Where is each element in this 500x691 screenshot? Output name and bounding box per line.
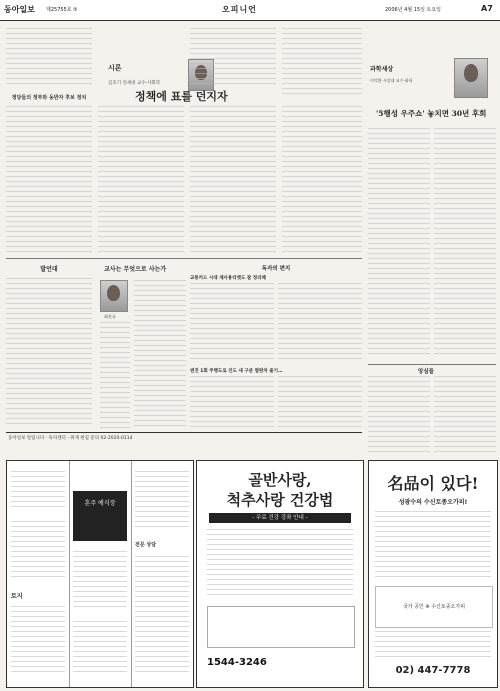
editorial-text <box>6 28 92 88</box>
yangsim-body-2 <box>434 376 496 456</box>
health-ad <box>196 460 364 688</box>
editorial-body-3 <box>190 106 276 256</box>
balun-tag: 발언대 <box>40 266 58 273</box>
ogapi-ad-phone: 02) 447-7778 <box>395 665 471 676</box>
science-tag: 과학세상 <box>370 66 394 73</box>
divider <box>6 258 362 259</box>
footer-info: 동아일보 알립니다 · 독자센터 · 취재 편집 문의 02-2020-0114 <box>8 436 133 441</box>
science-author: 이덕환 서강대 교수·화학 <box>370 78 413 83</box>
balun-title: 교사는 무엇으로 사는가 <box>104 266 167 273</box>
science-author-photo <box>454 58 488 98</box>
science-column-box <box>368 28 496 123</box>
page-header <box>0 0 500 21</box>
date: 2006년 4월 15일 토요일 <box>385 7 442 13</box>
ogapi-ad <box>368 460 498 688</box>
science-title: '5행성 우주쇼' 놓치면 30년 후회 <box>376 109 487 118</box>
health-ad-line1: 골반사랑, <box>248 471 312 489</box>
yangsim-body-1 <box>368 376 430 456</box>
ogapi-ad-line1: 名品이 있다! <box>387 474 479 493</box>
health-ad-line2: 척추사랑 건강법 <box>226 491 334 509</box>
balun-body-2 <box>100 322 130 428</box>
yangsim-tag: 앙심들 <box>418 369 434 375</box>
classified-consult: 전문 상담 <box>135 542 157 548</box>
reader-tag: 독자의 편지 <box>261 266 291 272</box>
page-number: A7 <box>481 4 493 13</box>
siron-tag: 시론 <box>108 64 122 72</box>
top-text-a <box>190 28 276 88</box>
science-body-2 <box>434 128 496 358</box>
balun-body-1 <box>6 278 92 428</box>
reader-body-1 <box>190 283 274 363</box>
classified-ad-dark: 혼주 예식장 <box>73 491 127 541</box>
footer-info-box <box>6 432 362 457</box>
health-ad-sub: - 무료 건강 강좌 안내 - <box>209 513 351 523</box>
reader-body-3 <box>190 376 274 428</box>
siron-title: 정책에 표를 던지자 <box>135 90 228 103</box>
editorial-body-1 <box>6 106 92 256</box>
issue-number: 제25755호 ⑤ <box>46 7 78 13</box>
classified-land: 토지 <box>11 593 23 600</box>
top-text-b <box>282 28 362 98</box>
balun-face <box>107 285 120 301</box>
newspaper-name: 동아일보 <box>4 4 35 14</box>
health-ad-phone: 1544-3246 <box>207 657 267 668</box>
science-body-1 <box>368 128 430 358</box>
balun-author-photo <box>100 280 128 312</box>
reader-body-4 <box>278 376 362 428</box>
balun-author: 최진규 <box>104 314 116 319</box>
editorial-body-2 <box>98 106 184 256</box>
classifieds-grid <box>6 460 194 688</box>
reader-body-2 <box>278 283 362 363</box>
reader-item-2: 엔진 1회 주행도로 인도 새 구분 발판차 줄기… <box>190 369 283 374</box>
section-title: 오피니언 <box>222 5 257 14</box>
balun-body-3 <box>134 280 186 428</box>
ogapi-ad-line2: 성광수의 수신토종오가피! <box>398 499 468 506</box>
yangsim-box <box>368 364 496 375</box>
editorial-body-4 <box>282 106 362 256</box>
siron-author: 김호기 연세대 교수·사회학 <box>108 81 161 86</box>
science-face <box>464 64 478 82</box>
reader-item-1: 교통카드 시대 재사용티켓도 잘 정리해 <box>190 276 266 281</box>
ogapi-ad-bullet: 국가 공인 ※ 수신토종오가피 <box>375 586 493 628</box>
editorial-title: 정당들의 정부와 동반자 후보 정치 <box>11 95 87 101</box>
